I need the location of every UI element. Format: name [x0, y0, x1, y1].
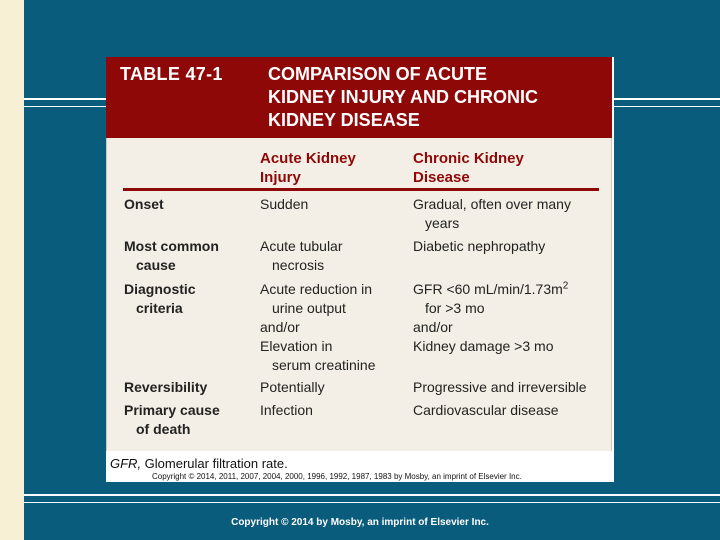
row-label: Primary cause of death — [124, 402, 220, 437]
card-copyright: Copyright © 2014, 2011, 2007, 2004, 2000, 1996, 1992, 1987, 1983 by Mosby, an imprint of Elsevier Inc. — [152, 472, 522, 481]
ckd-cell: GFR <60 $mL/\min/1.73m^2$ for >3 mo and/or Kidney damage >3 mo — [413, 280, 569, 354]
ckd-cell: Cardiovascular disease — [413, 402, 559, 418]
aki-cell: Potentially — [260, 379, 325, 395]
table-body — [106, 138, 612, 451]
col-header-aki: Acute Kidney Injury — [260, 150, 356, 186]
table-title: COMPARISON OF ACUTE KIDNEY INJURY AND CHRONIC KIDNEY DISEASE — [268, 64, 539, 130]
table-header — [106, 57, 612, 138]
left-decor-strip — [0, 0, 24, 540]
row-label: Reversibility — [124, 379, 208, 395]
aki-cell: Acute reduction in urine output and/or Elevation in serum creatinine — [260, 281, 376, 373]
row-label: Onset — [124, 196, 164, 212]
aki-cell: Infection — [260, 402, 313, 418]
row-label: Most common cause — [124, 238, 219, 273]
ckd-cell: Progressive and irreversible — [413, 379, 587, 395]
aki-cell: Sudden — [260, 196, 309, 212]
table-card — [106, 57, 614, 482]
ckd-cell: Gradual, often over many years — [413, 196, 571, 231]
aki-cell: Acute tubular necrosis — [260, 238, 343, 273]
ckd-cell: Diabetic nephropathy — [413, 238, 546, 254]
col-header-ckd: Chronic Kidney Disease — [413, 150, 524, 186]
row-label: Diagnostic criteria — [124, 281, 196, 316]
table-footnote: GFR, Glomerular filtration rate. — [110, 456, 288, 471]
table-number: TABLE 47-1 — [120, 64, 223, 84]
header-rule — [123, 188, 599, 191]
decor-line — [24, 494, 720, 496]
slide-copyright: Copyright © 2014 by Mosby, an imprint of Elsevier Inc. — [231, 517, 489, 528]
decor-line — [24, 502, 720, 503]
